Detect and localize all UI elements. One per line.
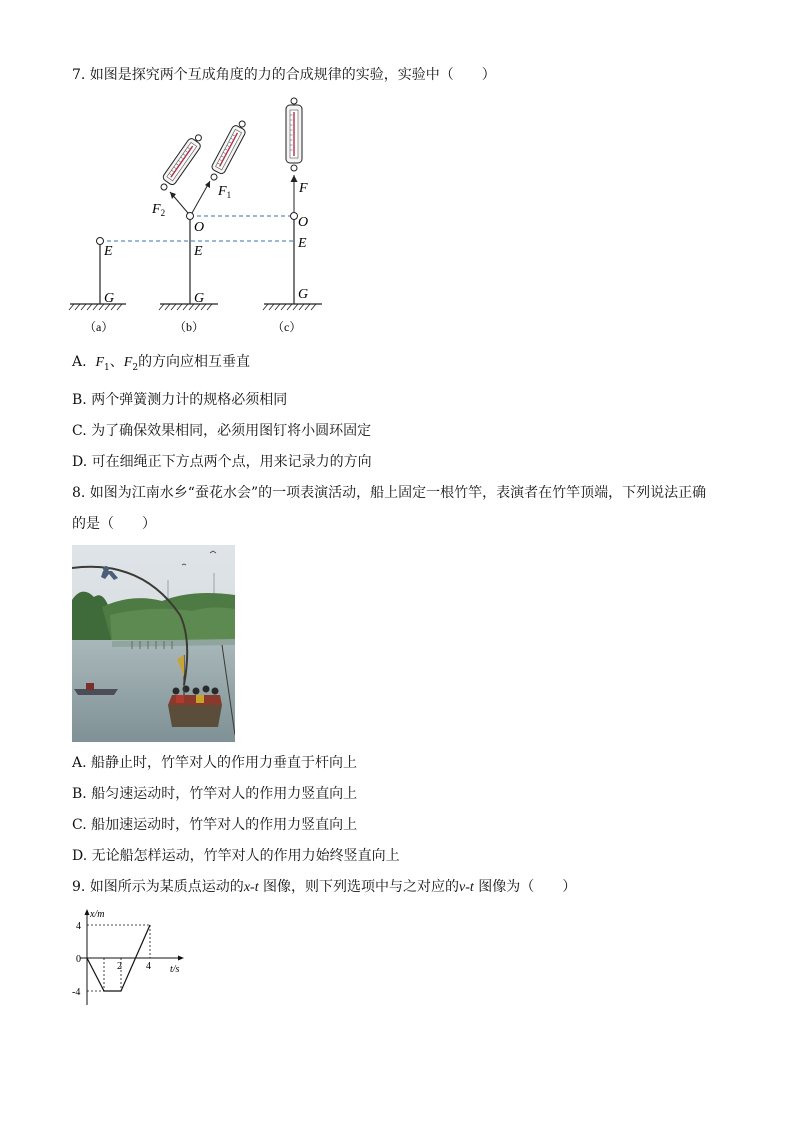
spring-scale-vertical: [286, 98, 302, 171]
label-F1: $F_1$: [218, 184, 232, 200]
label-F: F: [299, 181, 308, 196]
label-E-c: E: [298, 236, 307, 251]
q9-ylabel: x/m: [90, 909, 105, 920]
caption-a: （a）: [84, 320, 114, 334]
label-G-c: G: [298, 287, 309, 302]
label-G-b: G: [194, 291, 205, 306]
label-E-a: E: [104, 244, 113, 259]
q9-xt-graph: [70, 905, 195, 1010]
q7-option-c: C. 为了确保效果相同，必须用图钉将小圆环固定: [72, 423, 372, 439]
spring-scale-left: [157, 131, 206, 193]
q8-option-b: B. 船匀速运动时，竹竿对人的作用力竖直向上: [72, 786, 358, 802]
setup-b: [157, 118, 250, 310]
q8-option-d: D. 无论船怎样运动，竹竿对人的作用力始终竖直向上: [72, 848, 400, 864]
q7-option-b: B. 两个弹簧测力计的规格必须相同: [72, 392, 288, 408]
q8-photo: [72, 545, 235, 742]
q9-stem: 9. 如图所示为某质点运动的x-t 图像，则下列选项中与之对应的v-t 图像为（ ）: [72, 879, 577, 895]
label-O-b: O: [194, 220, 205, 235]
q8-option-a: A. 船静止时，竹竿对人的作用力垂直于杆向上: [72, 755, 358, 771]
label-F2: $F_2$: [152, 202, 166, 218]
label-O-c: O: [298, 215, 309, 230]
q9-xtick-2: 2: [117, 961, 122, 972]
q7-option-d: D. 可在细绳正下方点两个点，用来记录力的方向: [72, 454, 372, 470]
label-E-b: E: [194, 244, 203, 259]
q7-figure: [60, 95, 340, 340]
setup-a: [69, 238, 126, 311]
q9-xlabel: t/s: [170, 964, 180, 975]
q9-ytick-0: 0: [76, 954, 81, 965]
q8-stem-line2: 的是（ ）: [72, 516, 156, 532]
q8-option-c: C. 船加速运动时，竹竿对人的作用力竖直向上: [72, 817, 358, 833]
setup-c: [263, 98, 322, 310]
spring-scale-right: [206, 118, 249, 183]
caption-b: （b）: [174, 320, 205, 334]
label-G-a: G: [104, 291, 115, 306]
q7-option-a: A. $F_1$、$F_2$的方向应相互垂直: [72, 354, 251, 373]
q9-ytick-4: 4: [76, 921, 81, 932]
q9-ytick-neg4: -4: [72, 987, 81, 998]
q7-stem: 7. 如图是探究两个互成角度的力的合成规律的实验，实验中（ ）: [72, 67, 496, 83]
q9-xtick-4: 4: [146, 961, 151, 972]
q8-stem-line1: 8. 如图为江南水乡“蚕花水会”的一项表演活动，船上固定一根竹竿，表演者在竹竿顶端，下列说法正确: [72, 485, 707, 501]
caption-c: （c）: [272, 320, 302, 334]
